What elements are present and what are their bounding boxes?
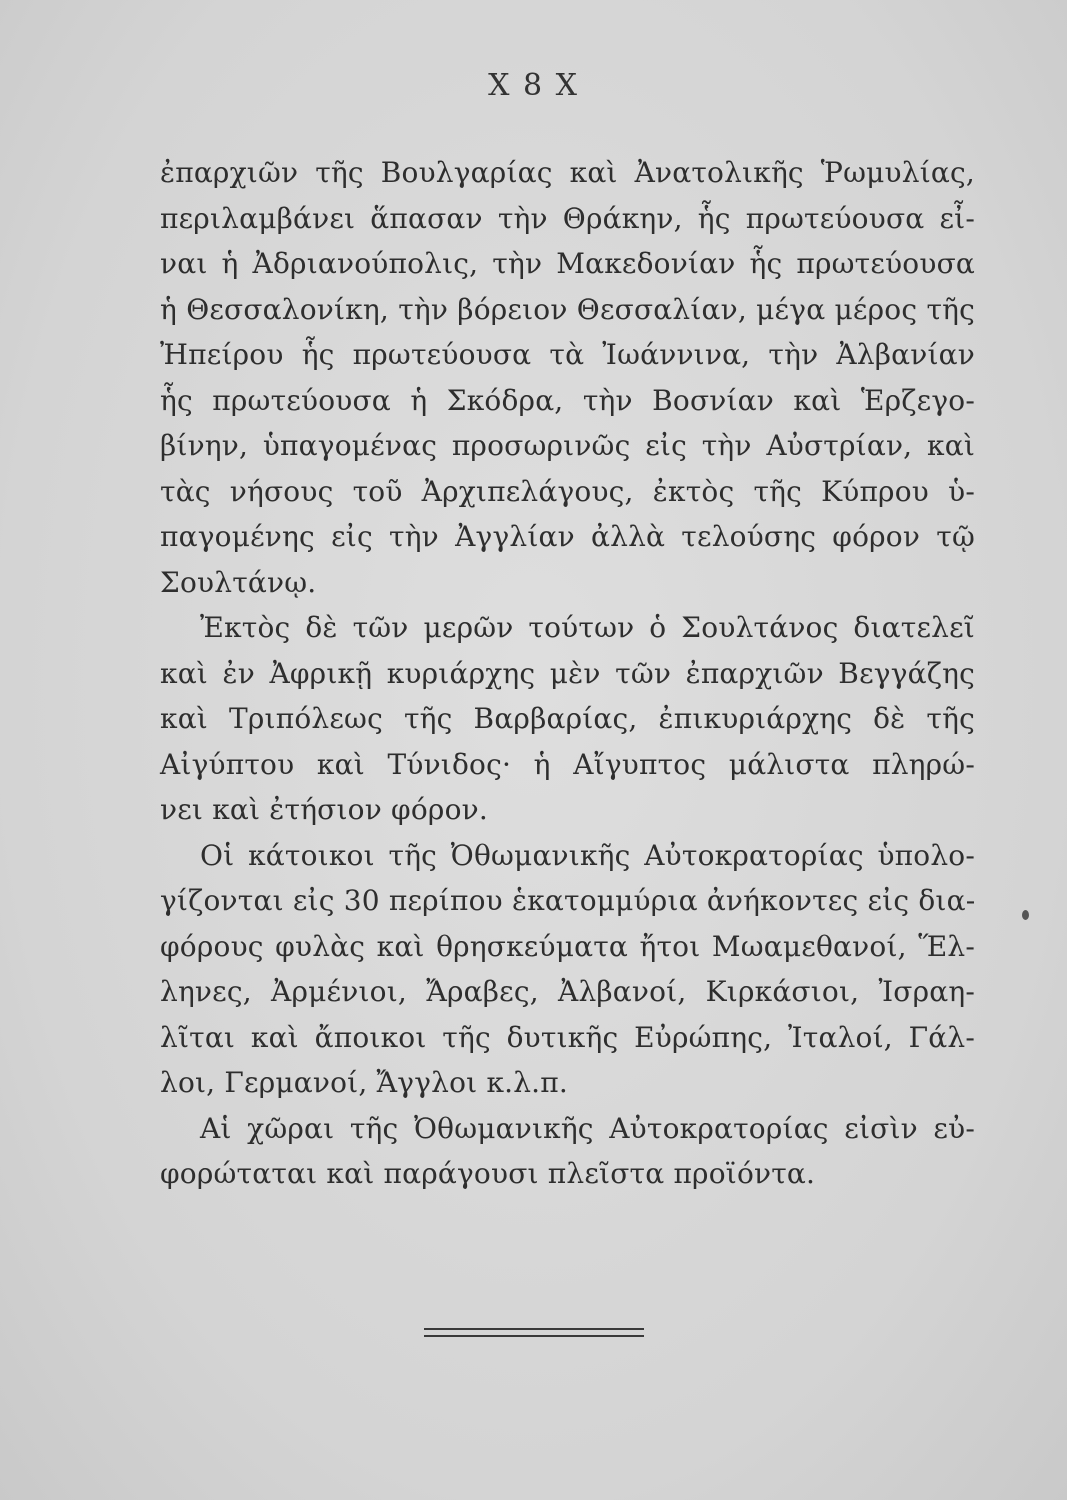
end-rule-bottom [424,1335,644,1337]
text-line: Αἰγύπτου καὶ Τύνιδος· ἡ Αἴγυπτος μάλιστα πληρώ- [160,747,975,781]
text-line: φορώταται καὶ παράγουσι πλεῖστα προϊόντα. [160,1157,816,1190]
text-line: γίζονται εἰς 30 περίπου ἑκατομμύρια ἀνήκοντες εἰς δια- [160,884,976,917]
text-line: καὶ ἐν Ἀφρικῇ κυριάρχης μὲν τῶν ἐπαρχιῶν Βεγγάζης [160,656,975,690]
text-line: ἧς πρωτεύουσα ἡ Σκόδρα, τὴν Βοσνίαν καὶ Ἑρζεγο- [160,383,975,417]
text-line: νει καὶ ἐτήσιον φόρον. [160,793,488,826]
text-line: ἐπαρχιῶν τῆς Βουλγαρίας καὶ Ἀνατολικῆς Ῥωμυλίας, [160,156,975,189]
text-line: καὶ Τριπόλεως τῆς Βαρβαρίας, ἐπικυριάρχης δὲ τῆς [160,702,975,735]
paragraph-3 [160,833,975,1106]
text-line: Σουλτάνῳ. [160,565,317,599]
text-line: Ἠπείρου ἧς πρωτεύουσα τὰ Ἰωάννινα, τὴν Ἀλβανίαν [160,338,975,371]
body-text [160,150,975,1197]
text-line: περιλαμβάνει ἅπασαν τὴν Θράκην, ἧς πρωτεύουσα εἶ- [160,201,975,235]
ink-speck [1022,910,1029,920]
text-line: ληνες, Ἀρμένιοι, Ἄραβες, Ἀλβανοί, Κιρκάσιοι, Ἰσραη- [160,975,975,1008]
text-line: Οἱ κάτοικοι τῆς Ὀθωμανικῆς Αὐτοκρατορίας ὑπολο- [200,838,975,872]
text-line: ναι ἡ Ἀδριανούπολις, τὴν Μακεδονίαν ἧς πρωτεύουσα [160,247,975,280]
text-line: βίνην, ὑπαγομένας προσωρινῶς εἰς τὴν Αὐστρίαν, καὶ [160,429,975,462]
text-line: ἡ Θεσσαλονίκη, τὴν βόρειον Θεσσαλίαν, μέγα μέρος τῆς [160,292,975,326]
end-rule-top [424,1328,644,1330]
text-line: παγομένης εἰς τὴν Ἀγγλίαν ἀλλὰ τελούσης φόρον τῷ [160,520,975,553]
page-number: Χ 8 Χ [488,68,579,103]
text-line: Ἐκτὸς δὲ τῶν μερῶν τούτων ὁ Σουλτάνος διατελεῖ [200,611,975,644]
paragraph-2 [160,605,975,833]
paragraph-4 [160,1106,975,1197]
text-line: Αἱ χῶραι τῆς Ὀθωμανικῆς Αὐτοκρατορίας εἰσὶν εὐ- [200,1111,975,1145]
text-line: λοι, Γερμανοί, Ἄγγλοι κ.λ.π. [160,1066,568,1099]
text-line: τὰς νήσους τοῦ Ἀρχιπελάγους, ἐκτὸς τῆς Κύπρου ὑ- [160,474,975,508]
paragraph-1 [160,150,975,605]
text-line: λῖται καὶ ἄποικοι τῆς δυτικῆς Εὐρώπης, Ἰταλοί, Γάλ- [160,1020,975,1054]
text-line: φόρους φυλὰς καὶ θρησκεύματα ἤτοι Μωαμεθανοί, Ἕλ- [160,929,975,963]
